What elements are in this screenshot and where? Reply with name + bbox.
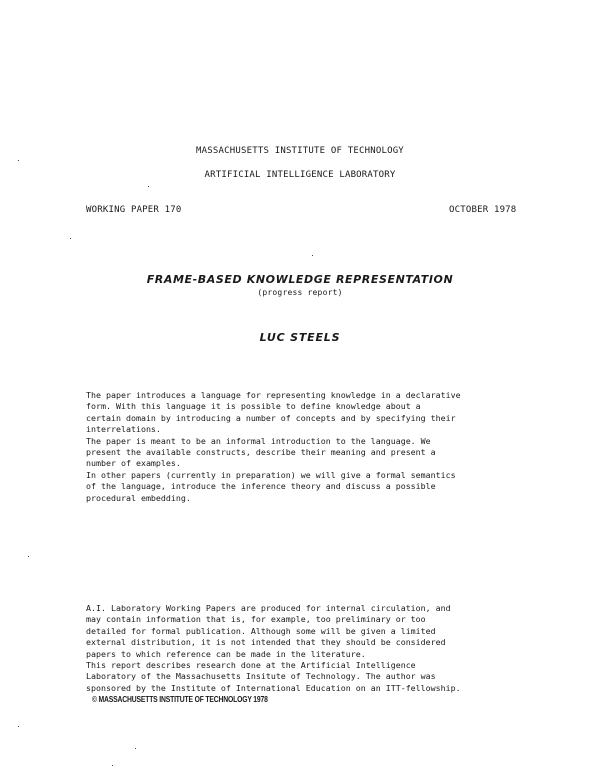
scan-speck	[18, 726, 19, 727]
abstract-line: procedural embedding.	[86, 492, 191, 503]
lab-name: ARTIFICIAL INTELLIGENCE LABORATORY	[204, 170, 396, 180]
notice-line: detailed for formal publication. Although some will be given a limited	[86, 625, 436, 636]
abstract-paragraph	[86, 390, 522, 504]
institute-name: MASSACHUSETTS INSTITUTE OF TECHNOLOGY	[196, 146, 404, 156]
notice-line: Laboratory of the Massachusetts Insitute of Technology. The author was	[86, 671, 436, 682]
scan-speck	[28, 556, 29, 557]
scan-speck	[70, 238, 71, 239]
scan-speck	[112, 765, 113, 766]
author-name: LUC STEELS	[259, 331, 341, 344]
scan-speck	[148, 186, 149, 187]
abstract-line: certain domain by introducing a number of concepts and by specifying their	[86, 412, 456, 423]
working-paper-number: WORKING PAPER 170	[86, 205, 182, 215]
notice-line: papers to which reference can be made in the literature.	[86, 648, 366, 659]
abstract-line: interrelations.	[86, 424, 161, 435]
notice-line: sponsored by the Institute of International Education on an ITT-fellowship.	[86, 682, 461, 693]
abstract-line: of the language, introduce the inference theory and discuss a possible	[86, 481, 436, 492]
notice-paragraph	[86, 603, 522, 694]
abstract-line: form. With this language it is possible to define knowledge about a	[86, 401, 421, 412]
notice-line: may contain information that is, for example, too preliminary or too	[86, 614, 426, 625]
abstract-line: The paper is meant to be an informal introduction to the language. We	[86, 435, 431, 446]
copyright-notice: © MASSACHUSETTS INSTITUTE OF TECHNOLOGY 1978	[92, 695, 268, 704]
paper-subtitle: (progress report)	[257, 288, 343, 297]
paper-title: FRAME-BASED KNOWLEDGE REPRESENTATION	[146, 273, 454, 286]
abstract-line: In other papers (currently in preparation) we will give a formal semantics	[86, 469, 456, 480]
abstract-line: number of examples.	[86, 458, 181, 469]
abstract-line: present the available constructs, describe their meaning and present a	[86, 447, 436, 458]
paper-date: OCTOBER 1978	[449, 205, 517, 215]
notice-line: This report describes research done at the Artificial Intelligence	[86, 660, 416, 671]
scan-speck	[18, 160, 19, 161]
notice-line: external distribution, it is not intended that they should be considered	[86, 637, 446, 648]
abstract-line: The paper introduces a language for representing knowledge in a declarative	[86, 390, 461, 400]
scan-speck	[312, 255, 313, 256]
scan-speck	[135, 748, 136, 749]
notice-line: A.I. Laboratory Working Papers are produced for internal circulation, and	[86, 603, 451, 613]
